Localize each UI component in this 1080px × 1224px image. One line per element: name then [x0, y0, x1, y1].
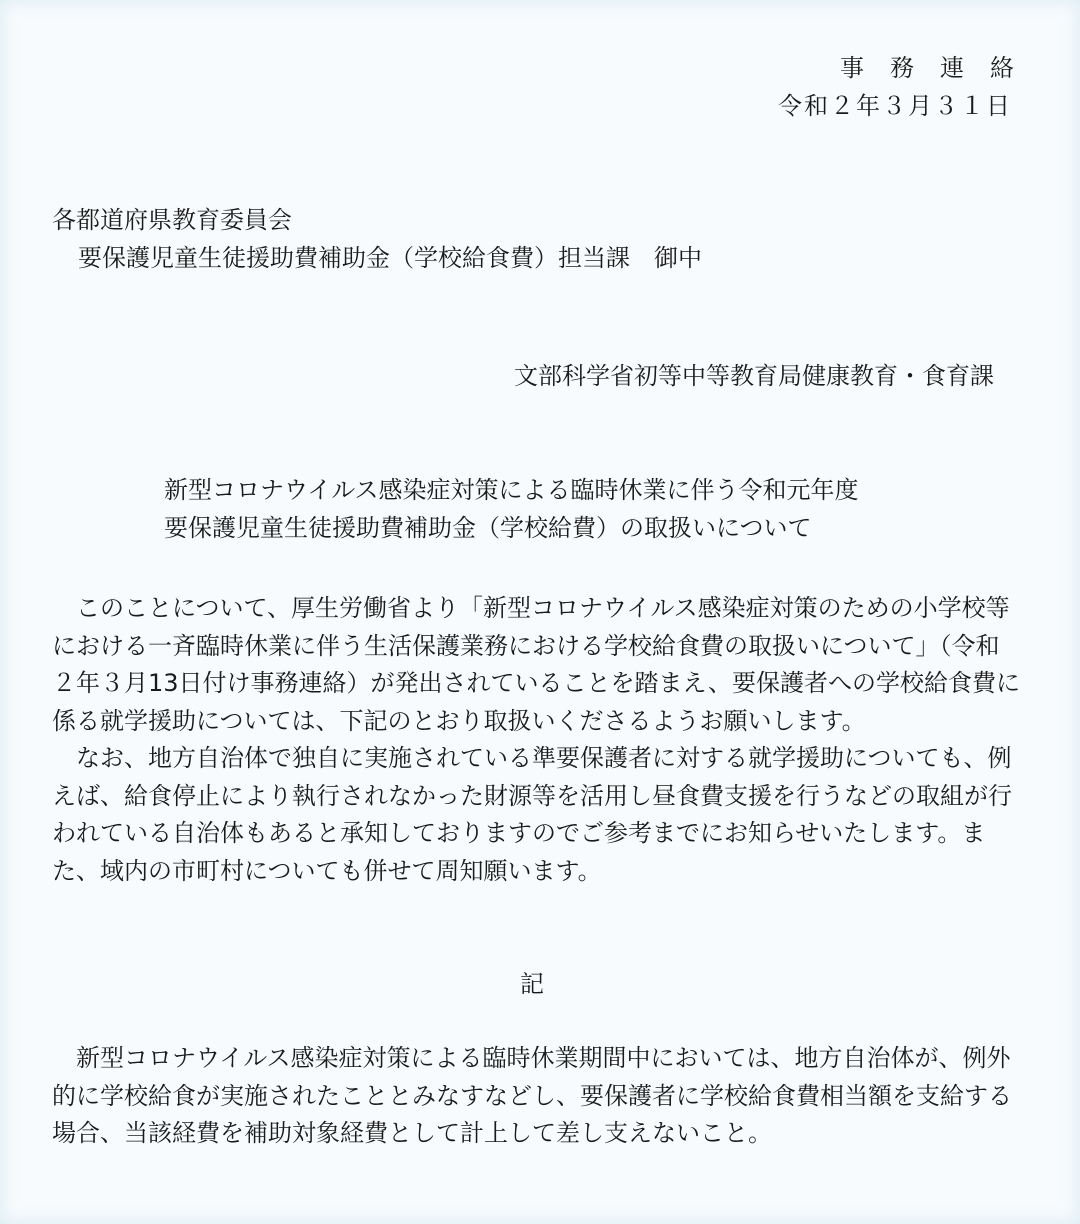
sender: 文部科学省初等中等教育局健康教育・食育課 — [514, 362, 994, 390]
addressee-line-2: 要保護児童生徒援助費補助金（学校給食費）担当課 御中 — [78, 244, 702, 272]
document-type: 事務連絡 — [840, 54, 1040, 82]
document-title-line-1: 新型コロナウイルス感染症対策による臨時休業に伴う令和元年度 — [164, 476, 859, 504]
ki-heading: 記 — [520, 970, 544, 998]
body-paragraph-2: なお、地方自治体で独自に実施されている準要保護者に対する就学援助についても、例えば、給食停止により執行されなかった財源等を活用し昼食費支援を行うなどの取組が行われている自治体もあると承知しておりますのでご参考までにお知らせいたします。また、域内の市町村についても併せて周知願います。 — [52, 744, 1012, 885]
document-body — [52, 590, 1022, 890]
note-section — [52, 1040, 1027, 1153]
addressee-line-1: 各都道府県教育委員会 — [52, 206, 292, 234]
document-date: 令和２年３月３１日 — [778, 92, 1012, 120]
document-title-line-2: 要保護児童生徒援助費補助金（学校給費）の取扱いについて — [164, 514, 812, 542]
note-paragraph: 新型コロナウイルス感染症対策による臨時休業期間中においては、地方自治体が、例外的に学校給食が実施されたこととみなすなどし、要保護者に学校給食費相当額を支給する場合、当該経費を補助対象経費として計上して差し支えないこと。 — [52, 1044, 1012, 1147]
body-paragraph-1: このことについて、厚生労働省より「新型コロナウイルス感染症対策のための小学校等における一斉臨時休業に伴う生活保護業務における学校給食費の取扱いについて」（令和２年３月13日付け事務連絡）が発出されていることを踏まえ、要保護者への学校給食費に係る就学援助については、下記のとおり取扱いくださるようお願いします。 — [52, 594, 1020, 735]
